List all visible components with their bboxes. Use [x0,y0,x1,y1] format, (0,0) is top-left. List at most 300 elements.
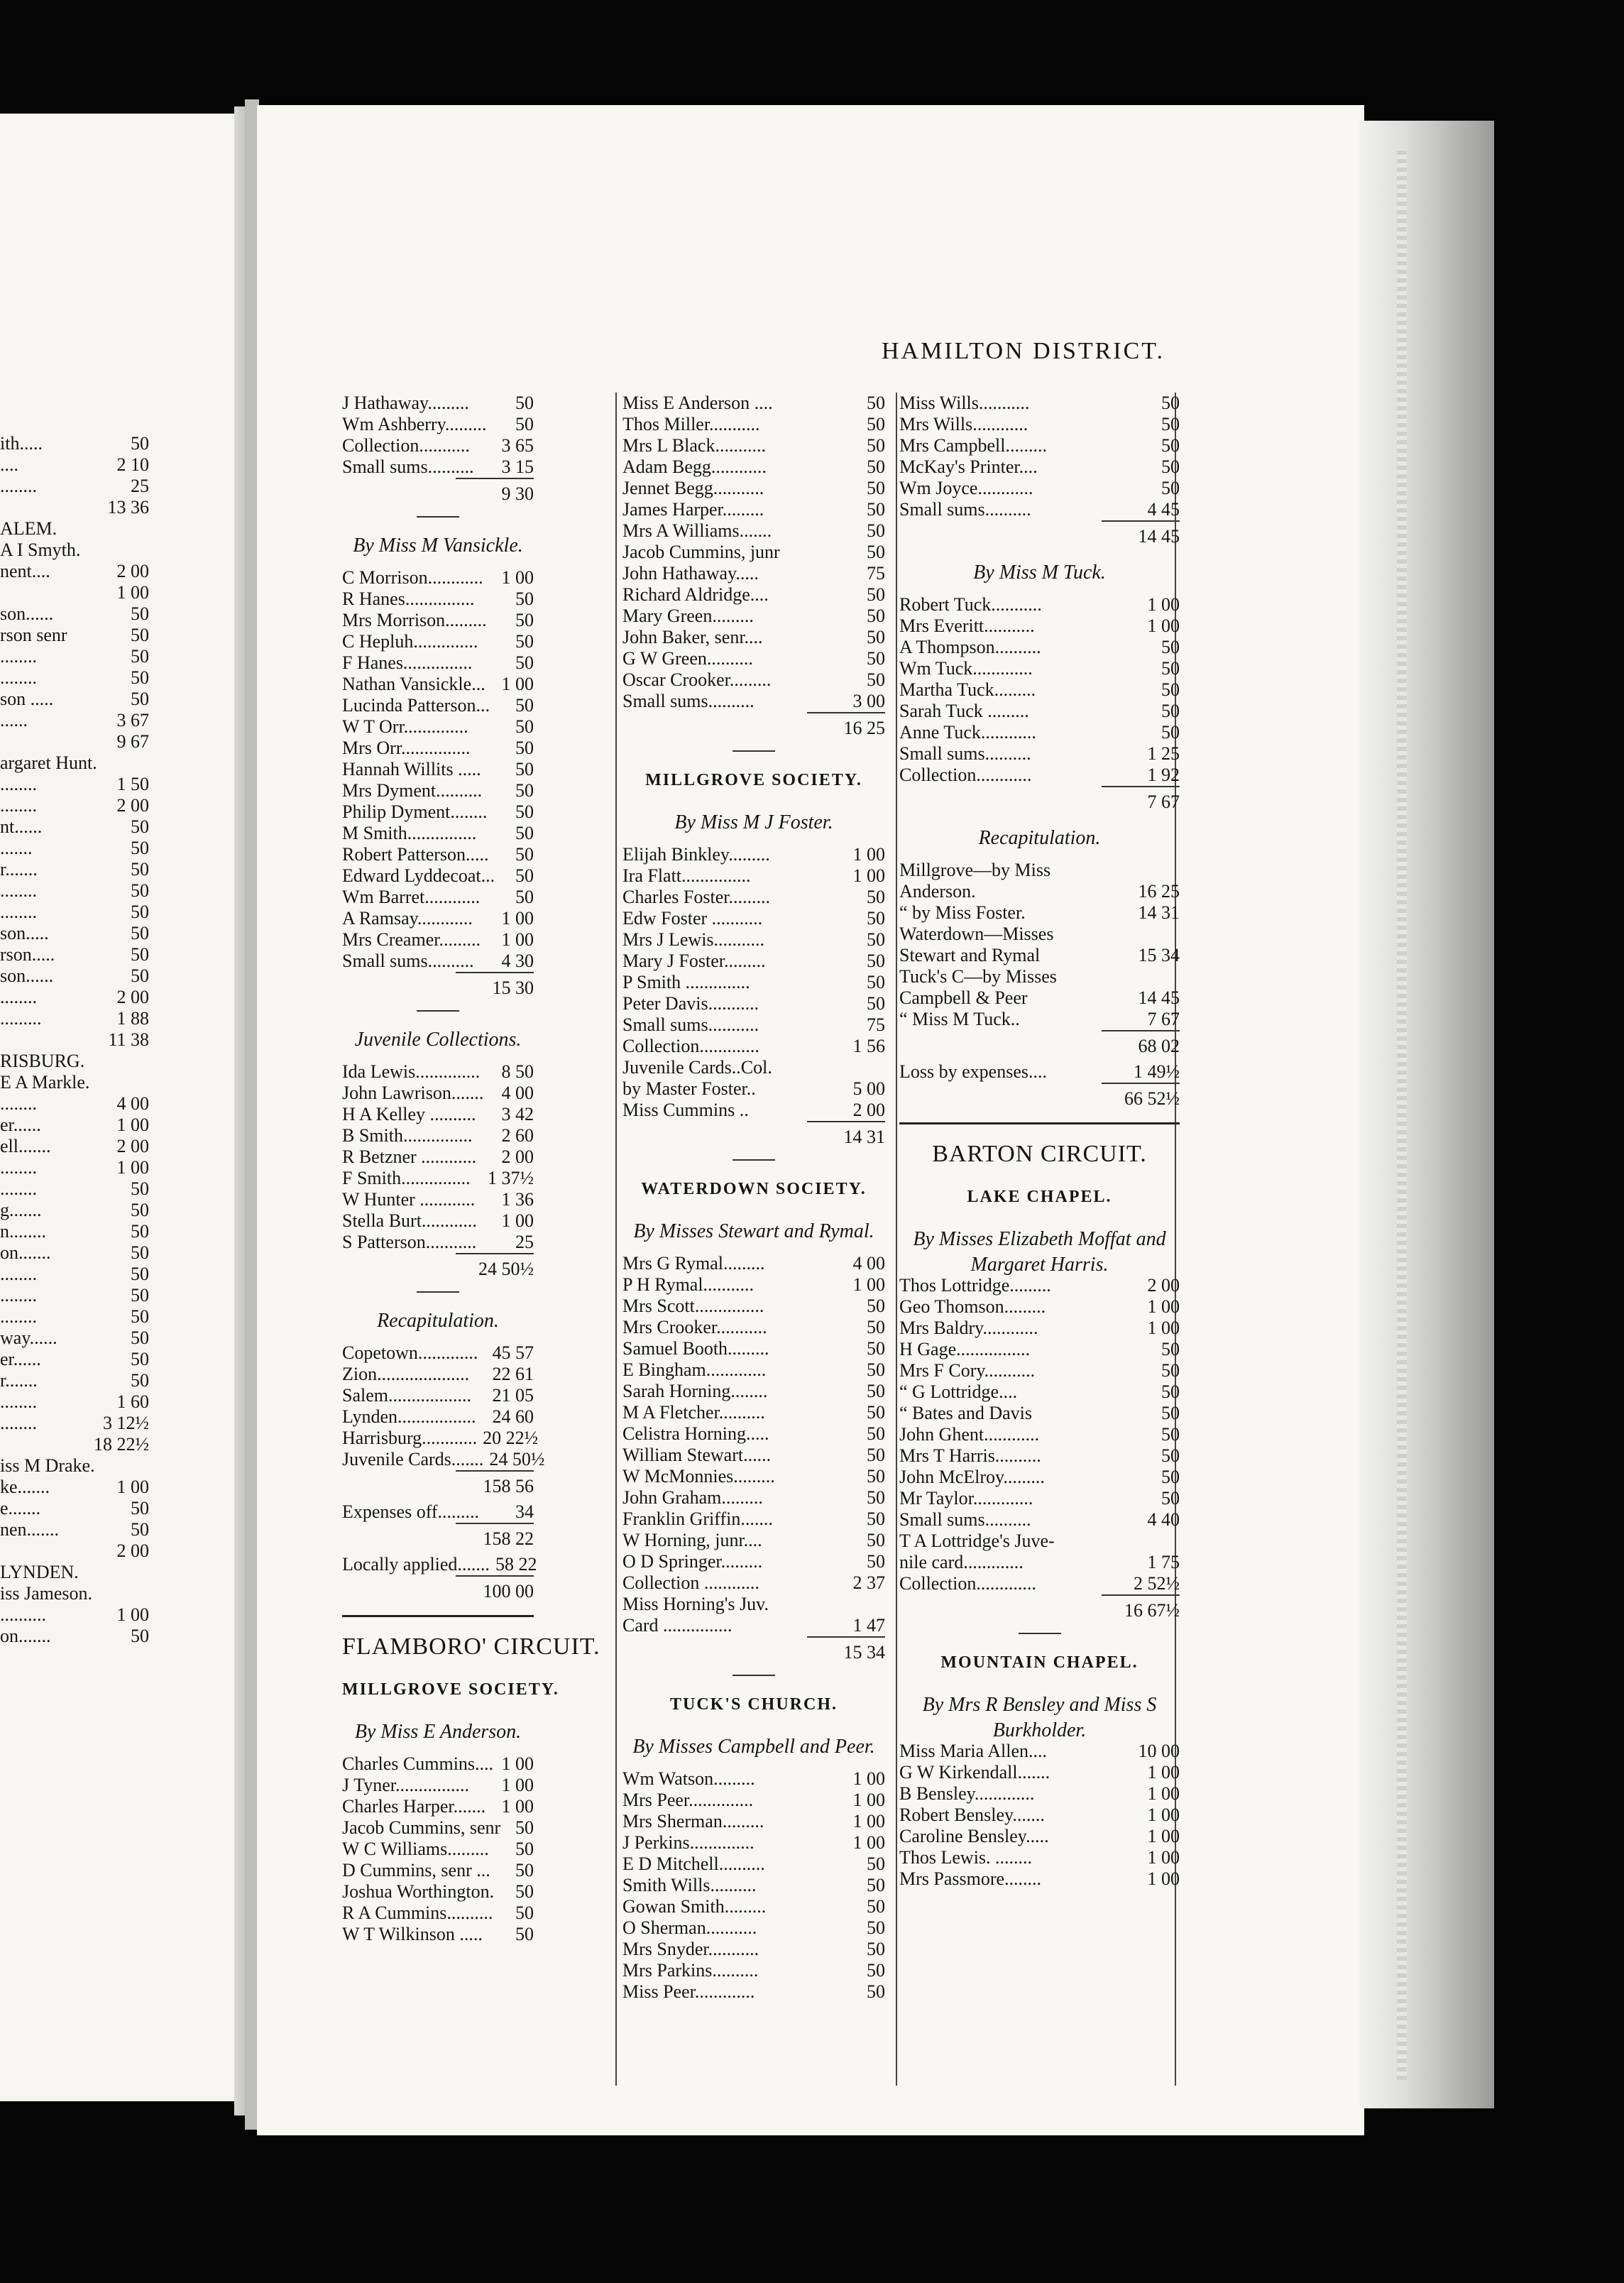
entry-name: Mrs Snyder........... [622,1939,759,1959]
section-separator [622,1152,885,1168]
ledger-row [622,1939,885,1960]
horizontal-rule [342,1615,534,1617]
entry-name: Joshua Worthington. [342,1881,495,1902]
entry-name: Smith Wills.......... [622,1875,757,1895]
entry-amount: 50 [131,603,149,624]
ledger-row [0,497,149,518]
entry-name: Wm Joyce............ [899,478,1033,498]
section-total: 14 45 [1102,520,1180,552]
entry-amount: 50 [1161,435,1180,456]
entry-name: nt...... [0,816,43,837]
entry-amount: 50 [131,1519,149,1540]
entry-name: Geo Thomson......... [899,1296,1046,1317]
entry-amount: 3 00 [852,691,885,711]
ledger-row [622,1100,885,1121]
entry-name: J Tyner................ [342,1775,469,1795]
ledger-row [0,646,149,667]
ledger-row [0,1178,149,1200]
entry-name: ........ [0,1306,37,1327]
ledger-row [899,1061,1180,1083]
ledger-row [622,887,885,908]
ledger-row [622,1572,885,1594]
ledger-row [622,1078,885,1100]
ledger-row [0,710,149,731]
entry-amount: 50 [867,1896,885,1917]
ledger-row [0,667,149,689]
entry-amount: 50 [867,1381,885,1401]
section-total: 7 67 [1102,786,1180,817]
entry-amount: 50 [867,972,885,992]
entry-amount: 50 [515,1839,534,1859]
entry-amount: 50 [867,542,885,562]
entry-amount: 4 40 [1147,1509,1180,1530]
entry-name: P Smith .............. [622,972,750,992]
entry-name: “ by Miss Foster. [899,902,1026,923]
entry-name: Oscar Crooker......... [622,669,772,690]
ledger-row [342,1902,534,1924]
entry-name: on....... [0,1242,51,1263]
ledger-row [899,743,1180,765]
ledger-row [0,1498,149,1519]
entry-amount: 50 [867,627,885,647]
entry-name: Locally applied....... [342,1554,490,1575]
entry-amount: 50 [515,631,534,652]
entry-amount: 50 [867,606,885,626]
entry-amount: 50 [1161,679,1180,700]
entry-name: Lynden................. [342,1406,476,1427]
entry-amount: 50 [867,478,885,498]
ledger-row [622,1615,885,1636]
column-3 [899,393,1180,1890]
entry-amount: 34 [515,1501,534,1522]
ledger-row [342,1775,534,1796]
entry-amount: 50 [515,801,534,822]
society-title: MILLGROVE SOCIETY. [342,1680,559,1699]
entry-name: Robert Bensley....... [899,1805,1045,1825]
section-total: 15 30 [456,972,534,1003]
ledger-row [622,908,885,929]
ledger-row [342,1061,534,1083]
entry-name: W T Orr.............. [342,716,468,737]
ledger-row [342,414,534,435]
ledger-row [342,844,534,865]
ledger-row [0,561,149,582]
entry-name: Miss Peer............. [622,1981,755,2002]
ledger-row [899,1403,1180,1424]
entry-amount: 1 00 [1147,1318,1180,1338]
ledger-row [342,567,534,588]
entry-name: er...... [0,1349,41,1369]
entry-name: John Lawrison....... [342,1083,484,1103]
ledger-row [0,795,149,816]
entry-amount: 1 00 [852,1274,885,1295]
ledger-row [622,1057,885,1078]
entry-amount: 50 [131,1306,149,1327]
entry-amount: 50 [1161,1381,1180,1402]
ledger-row [622,1960,885,1981]
ledger-row [899,1762,1180,1783]
entry-name: William Stewart...... [622,1445,772,1465]
entry-amount: 50 [867,908,885,929]
entry-name: C Morrison............ [342,567,483,588]
entry-amount: 50 [515,1817,534,1838]
entry-amount: 50 [1161,456,1180,477]
entry-name: Collection ............ [622,1572,759,1593]
ledger-row [0,1477,149,1498]
entry-name: .......... [0,1604,46,1625]
section-total: 9 30 [456,478,534,509]
entry-name: Stewart and Rymal [899,945,1041,965]
entry-name: ke....... [0,1477,50,1497]
entry-amount: 50 [1161,1424,1180,1445]
entry-amount: 50 [515,1902,534,1923]
entry-name: Jennet Begg........... [622,478,764,498]
ledger-row [622,1253,885,1274]
entry-amount: 50 [131,1285,149,1305]
entry-amount: 50 [131,667,149,688]
page-15 [257,105,1364,2135]
entry-amount: 50 [131,944,149,965]
entry-amount: 4 00 [116,1093,149,1114]
ledger-row [342,1083,534,1104]
entry-name: Lucinda Patterson... [342,695,490,716]
ledger-row [622,1445,885,1466]
entry-name: Samuel Booth......... [622,1338,769,1359]
entry-name: Charles Foster......... [622,887,770,907]
circuit-title: FLAMBORO' CIRCUIT. [342,1633,600,1660]
ledger-row [622,1530,885,1551]
entry-name: ALEM. [0,518,57,539]
entry-amount: 50 [867,393,885,413]
ledger-row [0,540,149,561]
ledger-row [342,674,534,695]
entry-name: ........ [0,1264,37,1284]
ledger-row [899,1275,1180,1296]
entry-name: ........ [0,880,37,901]
ledger-row [899,1424,1180,1445]
ledger-row [0,1242,149,1264]
ledger-row [899,945,1180,966]
entry-amount: 50 [1161,701,1180,721]
ledger-row [622,499,885,520]
entry-amount: 50 [867,887,885,907]
entry-name: O Sherman........... [622,1917,757,1938]
ledger-row [899,637,1180,658]
entry-amount: 1 00 [1147,1296,1180,1317]
entry-name: ........ [0,1391,37,1412]
entry-amount: 4 00 [501,1083,534,1103]
entry-name: Wm Ashberry......... [342,414,487,434]
entry-name: Elijah Binkley......... [622,844,770,865]
entry-amount: 1 00 [852,1768,885,1789]
entry-amount: 50 [867,1359,885,1380]
subsection-title: By Miss M J Foster. [674,811,833,833]
entry-name: J Hathaway......... [342,393,469,413]
ledger-row [342,1839,534,1860]
ledger-row [0,1072,149,1093]
ledger-row [622,1594,885,1615]
entry-name: R Betzner ............ [342,1146,477,1167]
entry-amount: 4 00 [852,1253,885,1274]
ledger-row [0,731,149,752]
ledger-row [342,823,534,844]
entry-name: on....... [0,1626,51,1646]
ledger-row [342,908,534,929]
ledger-row [622,1811,885,1832]
ledger-row [622,929,885,951]
ledger-row [899,1783,1180,1805]
ledger-row [622,1036,885,1057]
entry-name: A Ramsay............ [342,908,473,929]
entry-name: Expenses off......... [342,1501,480,1522]
society-title: MILLGROVE SOCIETY. [645,771,862,789]
entry-amount: 25 [131,476,149,496]
ledger-row [622,1014,885,1036]
entry-name: ........ [0,795,37,816]
entry-name: ........ [0,476,37,496]
ledger-row [899,1826,1180,1847]
ledger-row [899,1741,1180,1762]
ledger-row [0,1029,149,1051]
ledger-row [622,414,885,435]
ledger-row [622,1981,885,2003]
entry-amount: 1 36 [501,1189,534,1210]
entry-name: H A Kelley .......... [342,1104,476,1124]
entry-amount: 1 88 [116,1008,149,1029]
entry-name: Mrs Sherman......... [622,1811,764,1832]
entry-amount: 50 [867,1296,885,1316]
entry-amount: 50 [131,1327,149,1348]
entry-amount: 50 [867,648,885,669]
entry-name: W Horning, junr.... [622,1530,762,1550]
entry-name: S Patterson........... [342,1232,477,1252]
ledger-row [342,1817,534,1839]
entry-name: Small sums........... [622,1014,759,1035]
ledger-row [0,1051,149,1072]
entry-amount: 50 [131,838,149,858]
entry-name: ........ [0,1285,37,1305]
ledger-row [622,993,885,1014]
ledger-row [342,1210,534,1232]
entry-name: Juvenile Cards..Col. [622,1057,772,1078]
entry-amount: 50 [867,1551,885,1572]
entry-name: B Bensley............. [899,1783,1035,1804]
entry-name: Mrs Creamer......... [342,929,481,950]
ledger-row [899,987,1180,1009]
entry-amount: 50 [1161,722,1180,743]
ledger-row [0,1200,149,1221]
entry-name: Waterdown—Misses [899,924,1054,944]
ledger-row [0,1626,149,1647]
entry-name: er...... [0,1115,41,1135]
entry-amount: 1 25 [1147,743,1180,764]
ledger-row [0,1519,149,1540]
entry-name: John Graham......... [622,1487,763,1508]
entry-name: ........ [0,987,37,1007]
ledger-row [342,1860,534,1881]
entry-amount: 3 67 [116,710,149,730]
ledger-row [622,627,885,648]
entry-amount: 50 [867,1317,885,1337]
entry-name: M A Fletcher.......... [622,1402,765,1423]
entry-amount: 14 45 [1138,987,1180,1008]
entry-amount: 50 [867,1981,885,2002]
entry-amount: 50 [867,414,885,434]
book-page-edge-stripe [1397,149,1407,2080]
entry-name: ....... [0,838,33,858]
entry-name: Ida Lewis.............. [342,1061,481,1082]
entry-amount: 50 [867,1445,885,1465]
ledger-row [0,1583,149,1604]
entry-name: iss M Drake. [0,1455,95,1476]
ledger-row [342,1501,534,1523]
entry-name: Campbell & Peer [899,987,1028,1008]
entry-amount: 1 00 [116,1604,149,1625]
entry-name: Jacob Cummins, senr [342,1817,501,1838]
entry-amount: 50 [131,1178,149,1199]
ledger-row [899,679,1180,701]
ledger-row [0,1264,149,1285]
entry-name: Mary Green......... [622,606,754,626]
entry-name: ........ [0,1413,37,1433]
entry-amount: 50 [515,759,534,779]
entry-name: R A Cummins.......... [342,1902,493,1923]
entry-amount: 1 00 [1147,594,1180,615]
ledger-row [899,456,1180,478]
entry-name: Caroline Bensley..... [899,1826,1049,1846]
entry-name: Franklin Griffin....... [622,1509,773,1529]
entry-name: Collection........... [342,435,470,456]
section-separator [342,509,534,525]
ledger-row [622,1875,885,1896]
ledger-row [622,1551,885,1572]
entry-name: ........ [0,902,37,922]
subsection-title: Burkholder. [992,1719,1087,1741]
ledger-row [342,1342,534,1364]
subsection-title: Recapitulation. [978,827,1101,849]
entry-amount: 50 [515,823,534,843]
section-total: 158 56 [456,1470,534,1501]
entry-name: Collection............. [622,1036,759,1056]
entry-name: Robert Tuck........... [899,594,1042,615]
ledger-row [622,972,885,993]
ledger-row [899,1868,1180,1890]
entry-name: g....... [0,1200,42,1220]
ledger-row [342,738,534,759]
ledger-row [899,1573,1180,1594]
ledger-row [622,1768,885,1790]
ledger-row [342,610,534,631]
ledger-row [899,902,1180,924]
entry-amount: 1 00 [501,1775,534,1795]
entry-amount: 50 [867,993,885,1014]
ledger-row [622,1423,885,1445]
ledger-row [0,902,149,923]
ledger-row [622,1917,885,1939]
entry-amount: 50 [1161,1445,1180,1466]
section-separator [342,1284,534,1300]
ledger-row [622,456,885,478]
entry-name: Martha Tuck......... [899,679,1036,700]
entry-amount: 50 [867,520,885,541]
ledger-row [622,1338,885,1359]
ledger-row [899,1847,1180,1868]
ledger-row [342,652,534,674]
ledger-row [342,1406,534,1428]
ledger-row [0,1093,149,1115]
entry-name: Mrs Peer.............. [622,1790,754,1810]
entry-amount: 1 00 [852,1811,885,1832]
ledger-row [0,1349,149,1370]
ledger-row [622,1381,885,1402]
ledger-row [899,1009,1180,1030]
subsection-title: By Miss M Tuck. [973,562,1106,584]
ledger-row [899,881,1180,902]
entry-name: way...... [0,1327,57,1348]
entry-amount: 3 65 [501,435,534,456]
entry-name: Miss Maria Allen.... [899,1741,1047,1761]
entry-name: Thos Lewis. ........ [899,1847,1033,1868]
entry-amount: 50 [867,1466,885,1487]
entry-name: ......... [0,1008,42,1029]
entry-amount: 50 [867,1960,885,1981]
entry-amount: 1 56 [852,1036,885,1056]
entry-name: James Harper......... [622,499,764,520]
entry-name: “ Miss M Tuck.. [899,1009,1020,1029]
ledger-row [899,1296,1180,1318]
entry-name: John Baker, senr.... [622,627,763,647]
entry-name: Anderson. [899,881,976,902]
entry-name: Mrs Orr............... [342,738,471,758]
ledger-row [0,880,149,902]
society-title: WATERDOWN SOCIETY. [641,1180,867,1198]
entry-amount: 3 42 [501,1104,534,1124]
ledger-row [342,780,534,801]
entry-name: Mrs G Rymal......... [622,1253,765,1274]
entry-name: W T Wilkinson ..... [342,1924,483,1944]
entry-name: Mr Taylor............. [899,1488,1033,1509]
chapel-title: MOUNTAIN CHAPEL. [940,1653,1139,1672]
entry-amount: 16 25 [1138,881,1180,902]
ledger-row [0,625,149,646]
entry-name: .... [0,454,18,475]
ledger-row [342,801,534,823]
entry-name: RISBURG. [0,1051,85,1071]
ledger-row [622,648,885,669]
ledger-row [0,752,149,774]
section-total: 16 67½ [1102,1594,1180,1626]
column-rule [615,393,617,2086]
entry-name: Juvenile Cards....... [342,1449,484,1469]
ledger-row [342,1554,537,1575]
entry-amount: 50 [867,435,885,456]
entry-name: O D Springer......... [622,1551,763,1572]
ledger-row [899,1339,1180,1360]
ledger-row [342,1881,534,1902]
entry-name: E D Mitchell.......... [622,1854,765,1874]
entry-amount: 1 49½ [1134,1061,1180,1082]
entry-name: Sarah Horning........ [622,1381,768,1401]
ledger-row [0,433,149,454]
ledger-row [622,584,885,606]
entry-name: Wm Barret............ [342,887,481,907]
entry-amount: 1 00 [852,1790,885,1810]
entry-amount: 1 00 [1147,1868,1180,1889]
ledger-row [0,1221,149,1242]
entry-amount: 2 00 [116,1540,149,1561]
entry-amount: 1 00 [116,1115,149,1135]
entry-amount: 50 [131,923,149,943]
